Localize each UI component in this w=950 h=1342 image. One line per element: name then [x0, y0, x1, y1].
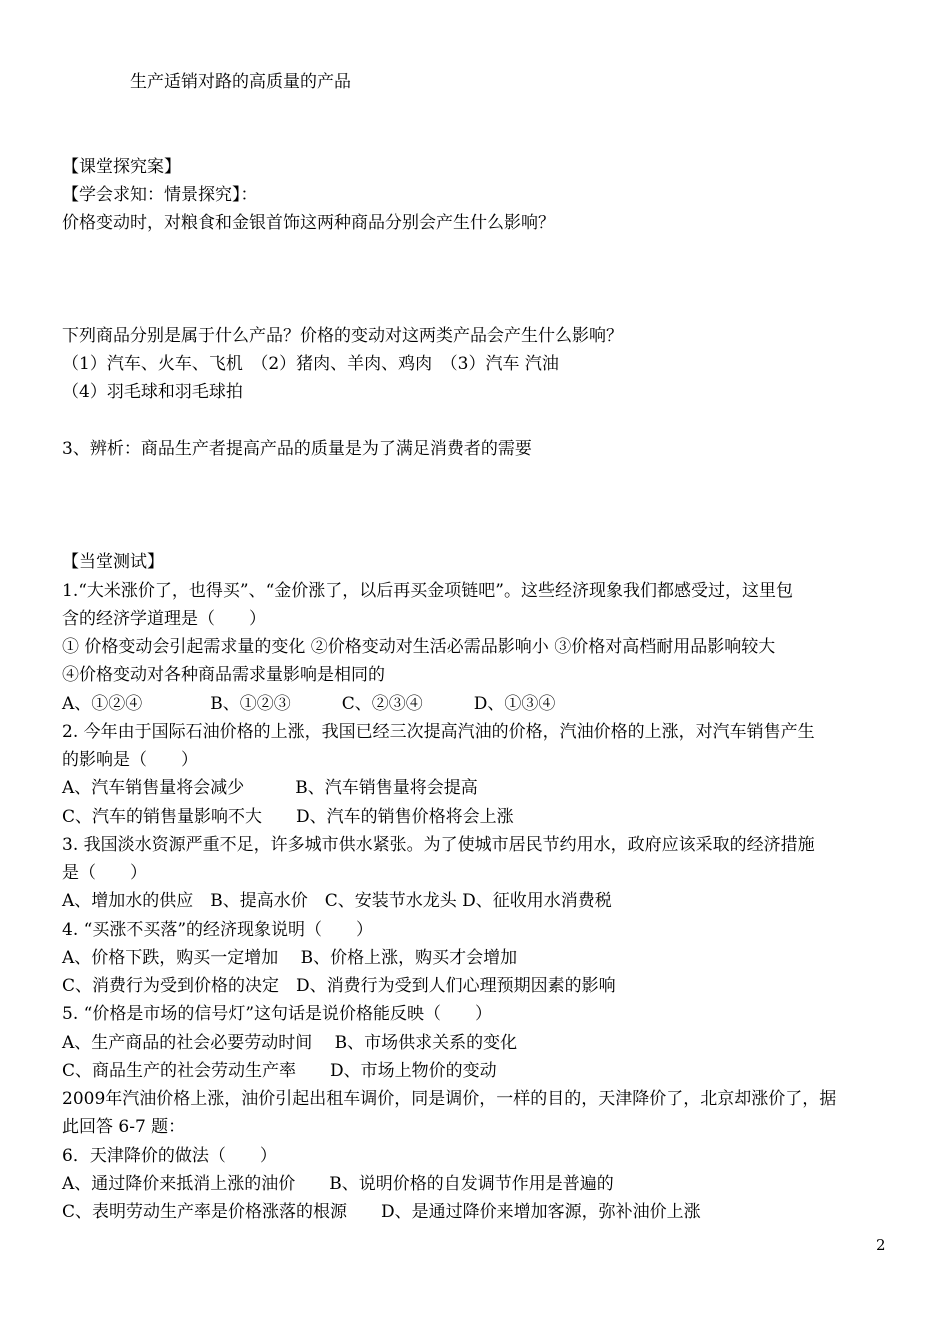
- page-number: 2: [876, 1236, 886, 1254]
- test-q1-options: A、①②④ B、①②③ C、②③④ D、①③④: [62, 694, 556, 714]
- test-q2-line-2: 的影响是（ ）: [62, 750, 198, 770]
- intro-line: 生产适销对路的高质量的产品: [130, 72, 351, 92]
- products-line-2: （4）羽毛球和羽毛球拍: [62, 382, 243, 402]
- section-heading-explore: 【课堂探究案】: [62, 157, 181, 177]
- test-q3-line-2: 是（ ）: [62, 863, 147, 883]
- test-q6-line: 6．天津降价的做法（ ）: [62, 1146, 277, 1166]
- test-q4-options-2: C、消费行为受到价格的决定 D、消费行为受到人们心理预期因素的影响: [62, 976, 616, 996]
- context-line-1: 2009年汽油价格上涨，油价引起出租车调价，同是调价，一样的目的，天津降价了，北京却涨价了，据: [62, 1089, 837, 1109]
- section-heading-test: 【当堂测试】: [62, 552, 164, 572]
- test-q5-options-1: A、生产商品的社会必要劳动时间 B、市场供求关系的变化: [62, 1033, 518, 1053]
- test-q5-line: 5. “价格是市场的信号灯”这句话是说价格能反映（ ）: [62, 1004, 493, 1024]
- question-3-analysis: 3、辨析：商品生产者提高产品的质量是为了满足消费者的需要: [62, 439, 532, 459]
- test-q4-options-1: A、价格下跌，购买一定增加 B、价格上涨，购买才会增加: [62, 948, 518, 968]
- test-q4-line: 4. “买涨不买落”的经济现象说明（ ）: [62, 920, 374, 940]
- test-q2-options-2: C、汽车的销售量影响不大 D、汽车的销售价格将会上涨: [62, 807, 514, 827]
- test-q3-line-1: 3. 我国淡水资源严重不足，许多城市供水紧张。为了使城市居民节约用水，政府应该采取的经济措施: [62, 835, 815, 855]
- test-q3-options: A、增加水的供应 B、提高水价 C、安装节水龙头 D、征收用水消费税: [62, 891, 612, 911]
- question-grain-gold: 价格变动时，对粮食和金银首饰这两种商品分别会产生什么影响？: [62, 213, 555, 233]
- test-q1-line-2: 含的经济学道理是（ ）: [62, 609, 266, 629]
- test-q1-statements-1: ① 价格变动会引起需求量的变化 ②价格变动对生活必需品影响小 ③价格对高档耐用品影响较大: [62, 637, 776, 657]
- test-q2-options-1: A、汽车销售量将会减少 B、汽车销售量将会提高: [62, 778, 478, 798]
- test-q1-statements-2: ④价格变动对各种商品需求量影响是相同的: [62, 665, 385, 685]
- test-q5-options-2: C、商品生产的社会劳动生产率 D、市场上物价的变动: [62, 1061, 497, 1081]
- test-q6-options-1: A、通过降价来抵消上涨的油价 B、说明价格的自发调节作用是普遍的: [62, 1174, 614, 1194]
- test-q1-line-1: 1.“大米涨价了，也得买”、“金价涨了，以后再买金项链吧”。这些经济现象我们都感受过，这里包: [62, 581, 793, 601]
- test-q6-options-2: C、表明劳动生产率是价格涨落的根源 D、是通过降价来增加客源，弥补油价上涨: [62, 1202, 701, 1222]
- section-subheading: 【学会求知：情景探究】：: [62, 185, 258, 205]
- test-q2-line-1: 2. 今年由于国际石油价格的上涨，我国已经三次提高汽油的价格，汽油价格的上涨，对汽车销售产生: [62, 722, 815, 742]
- products-line-1: （1）汽车、火车、飞机 （2）猪肉、羊肉、鸡肉 （3）汽车 汽油: [62, 354, 559, 374]
- context-line-2: 此回答 6-7 题：: [62, 1117, 186, 1137]
- question-products: 下列商品分别是属于什么产品？价格的变动对这两类产品会产生什么影响？: [62, 326, 623, 346]
